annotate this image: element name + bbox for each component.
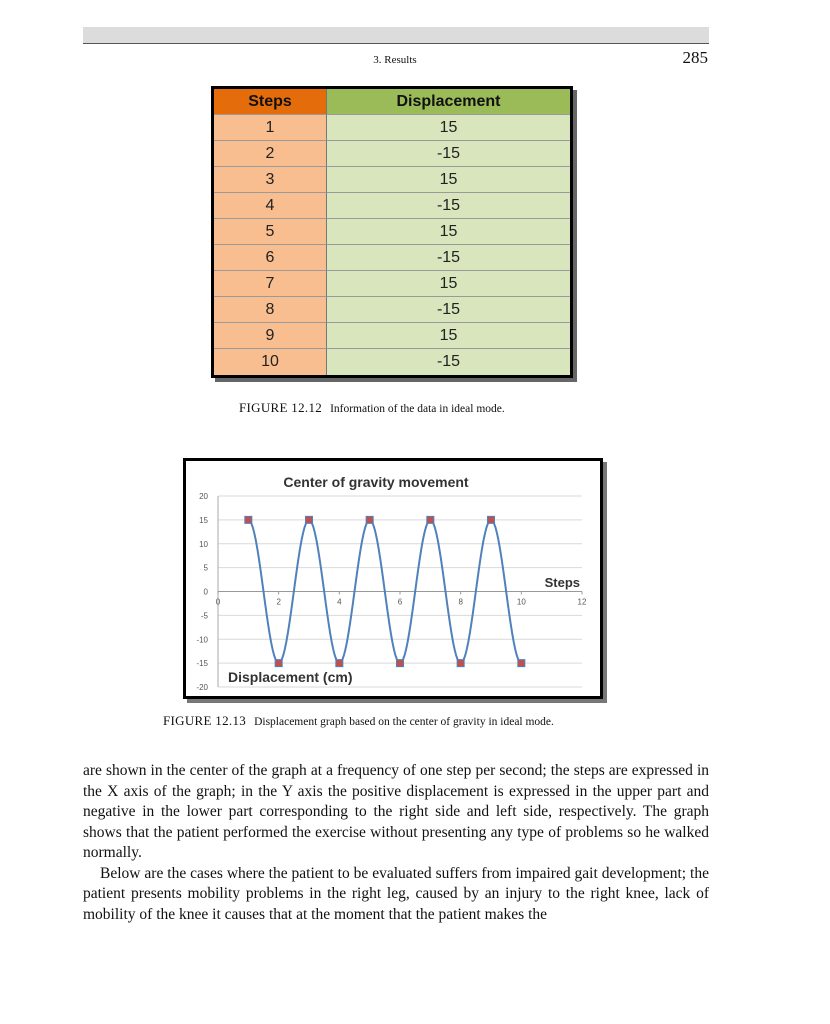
x-tick-label: 0 [215, 597, 221, 607]
y-tick-label: -20 [196, 683, 208, 692]
table-row [214, 115, 570, 141]
data-point [397, 660, 404, 667]
table-row [214, 167, 570, 193]
x-tick-label: 2 [276, 597, 281, 607]
data-point [306, 516, 313, 523]
y-axis-title: Displacement (cm) [228, 669, 353, 685]
y-tick-label: -10 [196, 635, 208, 645]
cell-displacement: -15 [327, 193, 570, 219]
table-row [214, 193, 570, 219]
y-tick-label: 20 [199, 492, 208, 501]
cell-step: 10 [214, 349, 327, 375]
cell-step: 1 [214, 115, 327, 141]
table-header-row [214, 89, 570, 115]
figure-12-13-label: FIGURE 12.13 [163, 713, 247, 728]
x-tick-label: 10 [516, 597, 526, 607]
body-text [83, 761, 709, 925]
cell-displacement: 15 [327, 271, 570, 297]
cog-chart [183, 458, 603, 699]
figure-12-12-caption [239, 400, 505, 416]
page-number: 285 [682, 48, 708, 67]
data-point [457, 660, 464, 667]
data-point [336, 660, 343, 667]
data-point [275, 660, 282, 667]
table-row [214, 219, 570, 245]
cell-displacement: -15 [327, 245, 570, 271]
cell-displacement: 15 [327, 115, 570, 141]
cell-step: 6 [214, 245, 327, 271]
cog-chart-svg [186, 461, 600, 696]
y-tick-label: 5 [203, 563, 208, 573]
table-row [214, 245, 570, 271]
y-tick-label: 15 [199, 515, 208, 525]
running-header-section: 3. Results [373, 54, 417, 66]
table-row [214, 297, 570, 323]
header-band [83, 27, 709, 43]
table-row [214, 349, 570, 375]
x-tick-label: 4 [337, 597, 342, 607]
cell-step: 7 [214, 271, 327, 297]
cell-step: 5 [214, 219, 327, 245]
header-rule [83, 43, 709, 44]
cell-step: 9 [214, 323, 327, 349]
y-tick-label: 10 [199, 539, 208, 549]
y-tick-label: -15 [196, 659, 208, 669]
data-point [366, 516, 373, 523]
column-header-steps: Steps [214, 89, 327, 115]
cell-step: 3 [214, 167, 327, 193]
cell-displacement: -15 [327, 297, 570, 323]
body-paragraph: are shown in the center of the graph at a frequency of one step per second; the steps are expressed in the X axis of the graph; in the Y axis the positive displacement is expressed in the upper part and negative in the lower part corresponding to the right side and left side, respectively. The graph shows that the patient performed the exercise without presenting any type of problems so he walked normally. [83, 762, 709, 861]
y-tick-label: -5 [200, 611, 208, 621]
body-paragraph: Below are the cases where the patient to be evaluated suffers from impaired gait development; the patient presents mobility problems in the right leg, caused by an injury to the right knee, lack of mobility of the knee it causes that at the moment that the patient makes the [83, 864, 709, 923]
cell-step: 2 [214, 141, 327, 167]
column-header-displacement: Displacement [327, 89, 570, 115]
cell-displacement: -15 [327, 349, 570, 375]
figure-12-13-text: Displacement graph based on the center of gravity in ideal mode. [254, 716, 554, 728]
x-tick-label: 8 [458, 597, 463, 607]
table-row [214, 271, 570, 297]
data-point [245, 516, 252, 523]
data-point [518, 660, 525, 667]
data-point [427, 516, 434, 523]
cell-displacement: -15 [327, 141, 570, 167]
y-tick-label: 0 [203, 587, 208, 597]
cell-step: 8 [214, 297, 327, 323]
cell-step: 4 [214, 193, 327, 219]
chart-title: Center of gravity movement [283, 474, 469, 490]
figure-12-12-text: Information of the data in ideal mode. [330, 403, 505, 415]
table-row [214, 323, 570, 349]
cell-displacement: 15 [327, 167, 570, 193]
cell-displacement: 15 [327, 219, 570, 245]
cell-displacement: 15 [327, 323, 570, 349]
table-row [214, 141, 570, 167]
x-tick-label: 12 [577, 597, 587, 607]
data-table [211, 86, 573, 378]
figure-12-12-label: FIGURE 12.12 [239, 400, 323, 415]
figure-12-13-caption [163, 713, 554, 729]
x-tick-label: 6 [397, 597, 403, 607]
data-point [488, 516, 495, 523]
x-axis-title: Steps [544, 575, 580, 590]
